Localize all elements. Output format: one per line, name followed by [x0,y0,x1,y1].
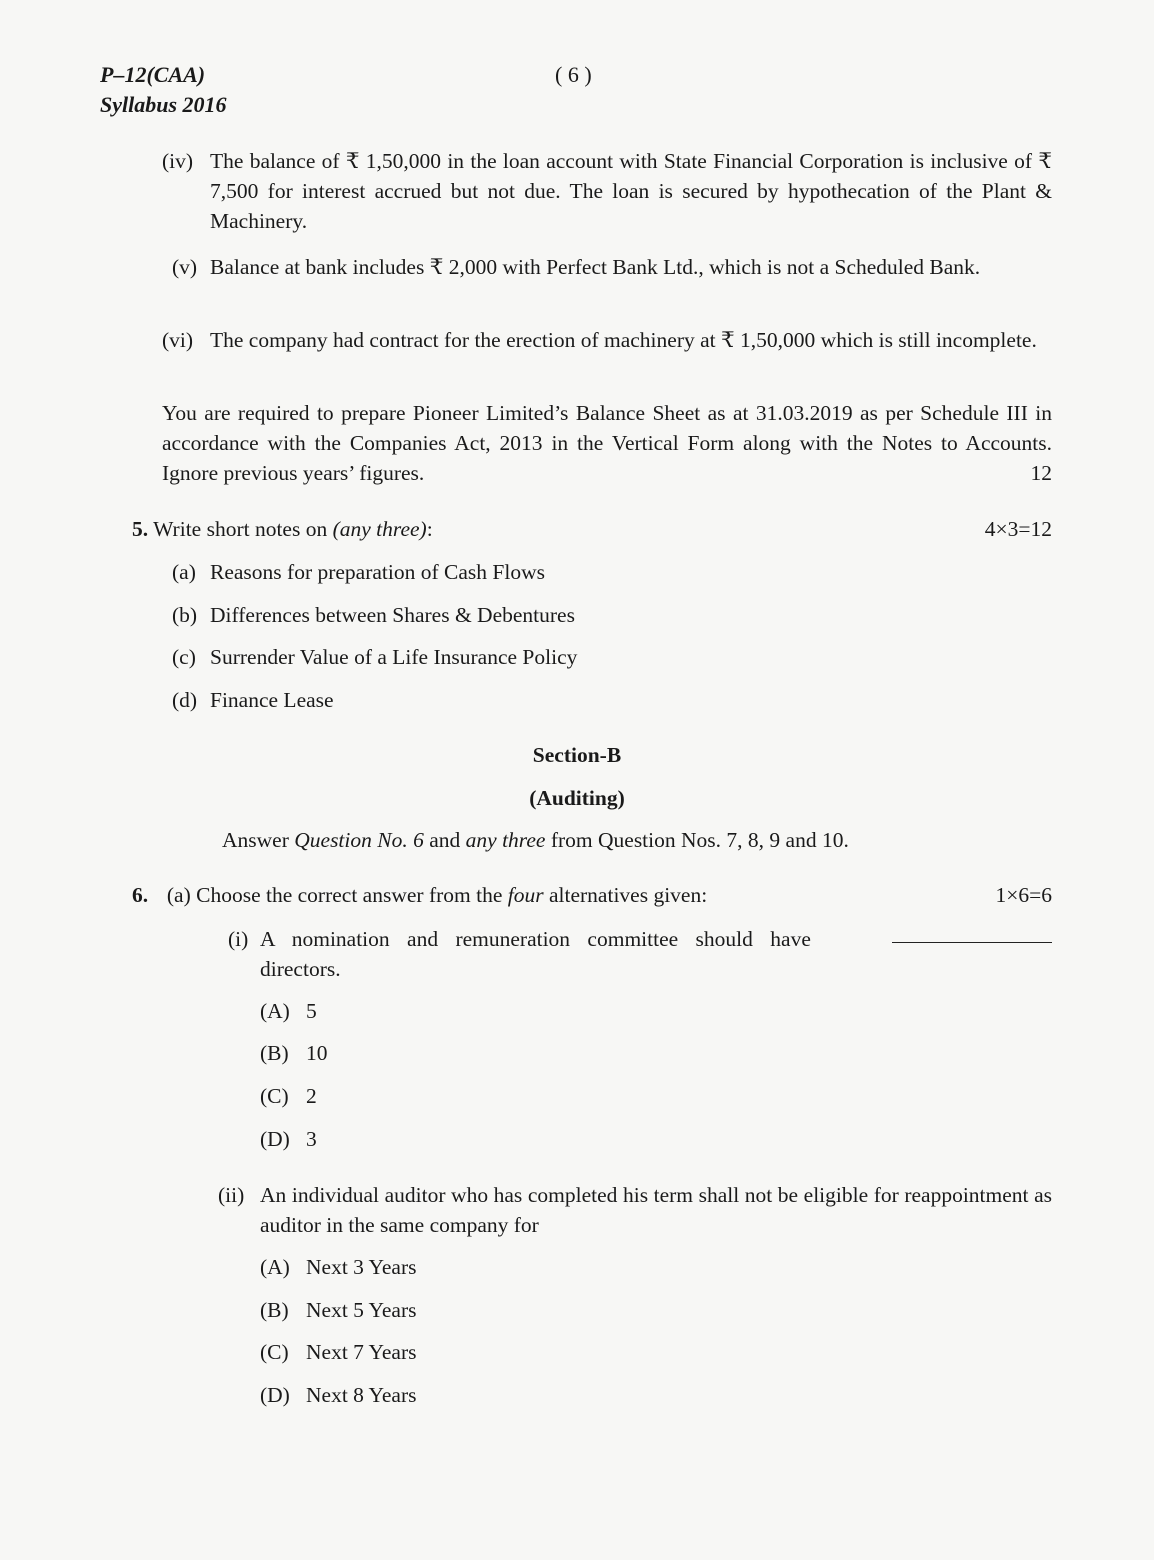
q5-item-b: (b) Differences between Shares & Debentures [172,603,575,627]
q6-i-option-b: (B) 10 [260,1041,328,1065]
page-number: ( 6 ) [555,62,592,87]
q6-ii-option-c: (C) Next 7 Years [260,1340,417,1364]
q5-item-c: (c) Surrender Value of a Life Insurance Policy [172,645,578,669]
q5-item-d: (d) Finance Lease [172,688,334,712]
section-title: Section-B [532,743,622,767]
q6-prompt: 6. (a) Choose the correct answer from the four alternatives given: [132,883,708,907]
q5-item-a: (a) Reasons for preparation of Cash Flows [172,560,545,584]
q6-ii-option-a: (A) Next 3 Years [260,1255,417,1279]
paper-code: P–12(CAA) [100,62,206,87]
q6-ii-option-d: (D) Next 8 Years [260,1383,417,1407]
note-vi: (vi) The company had contract for the erection of machinery at ₹ 1,50,000 which is still incomplete. [162,328,1037,352]
section-subtitle: (Auditing) [529,786,625,810]
q4-instruction: You are required to prepare Pioneer Limited’s Balance Sheet as at 31.03.2019 as per Schedule III in accordance with the Companies Act, 2013 in the Vertical Form along with the Notes to Accounts. Ignore previous years’ figures. [162,401,1052,485]
syllabus-label: Syllabus 2016 [100,92,227,117]
q6-ii-option-b: (B) Next 5 Years [260,1298,417,1322]
q6-question-i: (i) A nomination and remuneration committee should have directors. [228,924,1052,984]
q6-i-option-d: (D) 3 [260,1127,317,1151]
q5-prompt: 5. Write short notes on (any three): [132,517,433,541]
answer-blank [892,924,1052,943]
q6-marks: 1×6=6 [995,883,1052,907]
q4-marks: 12 [1030,461,1052,485]
note-iv: (iv) The balance of ₹ 1,50,000 in the loan account with State Financial Corporation is inclusive of ₹ 7,500 for interest accrued but not due. The loan is secured by hypothecation of the Plant & Machinery. [162,149,1052,233]
q5-marks: 4×3=12 [984,517,1052,541]
q6-i-option-c: (C) 2 [260,1084,317,1108]
q6-question-ii: (ii) An individual auditor who has completed his term shall not be eligible for reappointment as auditor in the same company for [218,1183,1052,1237]
section-instruction: Answer Question No. 6 and any three from Question Nos. 7, 8, 9 and 10. [222,828,849,852]
note-v: (v) Balance at bank includes ₹ 2,000 with Perfect Bank Ltd., which is not a Scheduled Bank. [172,255,981,279]
q6-i-option-a: (A) 5 [260,999,317,1023]
